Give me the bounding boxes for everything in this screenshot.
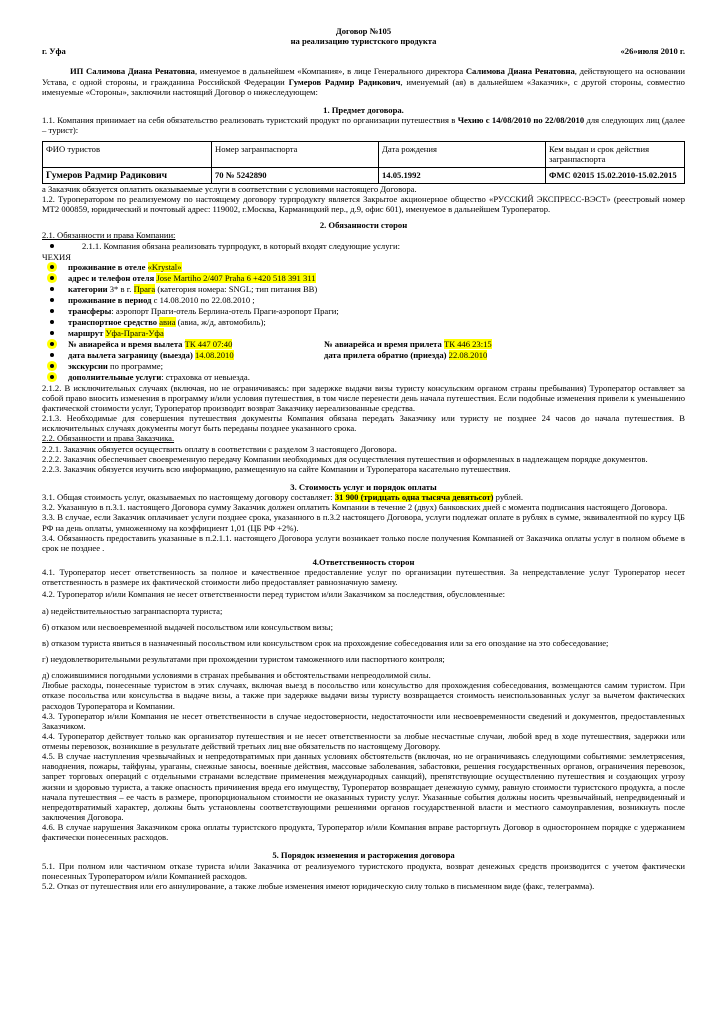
clause-3-2: 3.2. Указанную в п.3.1. настоящего Договора сумму Заказчик должен оплатить Компании в течение 2 (двух) банковских дней с момента подписания настоящего Договора. — [42, 502, 668, 513]
after-table: а Заказчик обязуется оплатить оказываемые услуги в соответствии с условиями настоящего Договора. — [42, 183, 417, 194]
bullet-icon — [50, 276, 54, 280]
contract-title: Договор №105 — [335, 26, 392, 36]
hotel-label: проживание в отеле — [68, 261, 148, 272]
party1: ИП Салимова Диана Ренатовна — [70, 66, 195, 77]
transfers-label: трансферы — [68, 305, 112, 316]
list-item — [50, 339, 685, 350]
dep-date-label: дата вылета заграницу (выезда) — [68, 349, 195, 360]
list-item — [50, 317, 685, 328]
table-row — [43, 167, 685, 183]
clause-4-5: 4.5. В случае наступления чрезвычайных и непредотвратимых при данных условиях обстоятельств (включая, но не ограничиваясь следующими событиями: землетрясения, наводнения, пожары, тайфуны, ураганы, снежные заносы, военные действия, массовые заболевания, забастовки, решения государственных органов, ограничения перевозок, запрет торговых операций с отдельными странами вследствие применения международных санкций), препятствующие осуществлению путешествия и создающих угрозу жизни и здоровью туриста, а также опасность причинения вреда его имуществу, Туроператор возвращает денежную сумму, равную стоимости туристского продукта, а после начала путешествия – ее часть в размере, пропорциональном стоимости не оказанных туристу услуг. Указанные события должны носить чрезвычайный, непредвиденный и непредотвратимый характер, должны быть установлены соответствующими решениями органов государственной власти и местного самоуправления, возникнуть после заключения Договора. — [42, 751, 685, 823]
additional-value: : страховка от невыезда. — [161, 371, 250, 382]
clause-4-1: 4.1. Туроператор несет ответственность за полное и качественное предоставление услуг по организации путешествия. За непредставление услуг Туроператор несет ответственность в размере их фактической стоимости либо предоставляет равнозначную замену. — [42, 567, 685, 588]
period-label: проживание в период — [68, 294, 154, 305]
clause-3-1 — [42, 492, 685, 502]
transfers-value: : аэропорт Праги-отель Берлина-отель Праги-аэропорт Праги; — [111, 305, 339, 316]
arr-date-value: 22.08.2010 — [448, 349, 488, 360]
clause-1-1 — [42, 115, 685, 135]
clause-3-1-text: 3.1. Общая стоимость услуг, оказываемых по настоящему договору составляет: — [42, 492, 335, 503]
section-3-title: 3. Стоимость услуг и порядок оплаты — [290, 481, 437, 492]
section-5-title: 5. Порядок изменения и расторжения договора — [272, 850, 455, 861]
clause-2-2-2: 2.2.2. Заказчик обеспечивает своевременную передачу Компании необходимых для осуществления путешествия и оформленных в надлежащем порядке документов. — [42, 453, 648, 464]
arr-date-label: дата прилета обратно (приезда) — [324, 349, 449, 360]
sub-2-1: 2.1. Обязанности и права Компании: — [42, 230, 176, 241]
th-name: ФИО туристов — [43, 142, 212, 167]
bullet-icon — [50, 244, 54, 248]
excursions-label: экскурсии — [68, 360, 108, 371]
clause-5-2: 5.2. Отказ от путешествия или его аннулирование, а также любые изменения имеют юридическую силу только в письменном виде (факс, телеграмма). — [42, 880, 595, 891]
services-list — [42, 241, 685, 252]
th-passport: Номер загранпаспорта — [212, 142, 379, 167]
bullet-icon — [50, 320, 54, 324]
category-tail: (категория номера: SNGL; тип питания BB) — [155, 283, 318, 294]
clause-2-1-2: 2.1.2. В исключительных случаях (включая, но не ограничиваясь: при задержке выдачи визы туристу консульским органом страны пребывания) Туроператор оставляет за собой право вносить изменения в программу и/или условия путешествия, в том числе перенести день начала путешествия. Если подобные изменения привели к уменьшению фактической стоимости услуг, Туроператор производит возврат Заказчику нереализованные средства. — [42, 382, 685, 413]
client-name: Гумеров Радмир Радикович — [288, 76, 401, 87]
dep-date-value: 14.08.2010 — [194, 349, 234, 360]
intro-text-3: , именуемый (ая) в дальнейшем «Заказчик», с другой стороны, совместно именуемые «Стороны», заключили настоящий Договор о нижеследующем: — [42, 76, 685, 97]
clause-3-4: 3.4. Обязанность предоставить указанные в п.2.1.1. настоящего Договора услуги возникает только после получения Компанией от Заказчика оплаты услуг в полном объеме в срок не позднее . — [42, 532, 685, 553]
section-1-title: 1. Предмет договора. — [323, 104, 404, 115]
clause-2-1-1: 2.1.1. Компания обязана реализовать турпродукт, в который входят следующие услуги: — [82, 240, 401, 251]
list-item — [50, 372, 685, 383]
transport-tail: (авиа, ж/д, автомобиль); — [175, 316, 266, 327]
trip-destination: Чехию с 14/08/2010 по 22/08/2010 — [457, 114, 585, 125]
director-name: Салимова Диана Ренатовна — [465, 66, 575, 77]
flight-out-value: ТК 447 07:40 — [184, 338, 233, 349]
contract-subtitle: на реализацию туристского продукта — [290, 36, 437, 47]
city-date-row — [42, 46, 685, 56]
clause-3-1-tail: рублей. — [493, 492, 524, 503]
td-name: Гумеров Радмир Радикович — [43, 167, 212, 183]
clause-2-1-3: 2.1.3. Необходимые для совершения путешествия документы Компания обязана передать Заказчику или туристу не позднее 24 часов до начала путешествия. В исключительных случаях документы могут быть переданы позднее указанного срока. — [42, 413, 685, 434]
list-item — [50, 241, 685, 252]
intro-paragraph — [42, 66, 685, 96]
bullet-icon — [50, 298, 54, 302]
clause-5-1: 5.1. При полном или частичном отказе туриста и/или Заказчика от реализуемого туристского продукта, возврат денежных средств производится с учетом фактически понесенных Туроператором и/или Компанией расходов. — [42, 860, 685, 881]
bullet-icon — [50, 331, 54, 335]
list-item — [50, 328, 685, 339]
tourists-table — [42, 141, 685, 184]
services-details — [42, 262, 685, 383]
bullet-icon — [50, 375, 54, 379]
bullet-icon — [50, 364, 54, 368]
intro-text-2: , действующего на основании Устава, с одной стороны, и гражданина Российской Федерации — [42, 66, 685, 87]
transport-label: транспортное средство — [68, 316, 160, 327]
list-item — [50, 306, 685, 317]
flight-in-value: ТК 446 23:15 — [443, 338, 492, 349]
th-issued: Кем выдан и срок действия загранпаспорта — [546, 142, 685, 167]
bullet-icon — [50, 353, 54, 357]
address-value: Jose Martiho 2/407 Praha 6 +420 518 391 311 — [156, 272, 316, 283]
transport-value: авиа — [159, 316, 176, 327]
td-passport: 70 № 5242890 — [212, 167, 379, 183]
bullet-icon — [50, 342, 54, 346]
clause-2-2-3: 2.2.3. Заказчик обязуется изучить всю информацию, размещенную на сайте Компании и Туроператора касательно путешествия. — [42, 463, 511, 474]
city: г. Уфа — [42, 46, 66, 57]
bullet-icon — [50, 287, 54, 291]
clause-1-1-tail: для следующих лиц (далее – турист): — [42, 114, 685, 136]
country: ЧЕХИЯ — [42, 251, 71, 262]
list-item — [50, 262, 685, 273]
excursions-value: по программе; — [107, 360, 163, 371]
additional-label: дополнительные услуги — [68, 371, 162, 382]
td-birth: 14.05.1992 — [379, 167, 546, 183]
section-4-title: 4.Ответственность сторон — [312, 556, 415, 567]
list-item — [50, 273, 685, 284]
hotel-value: «Krystal» — [147, 261, 182, 272]
period-value: с 14.08.2010 по 22.08.2010 ; — [153, 294, 255, 305]
intro-text-1: , именуемое в дальнейшем «Компания», в лице Генерального директора — [194, 66, 466, 77]
route-label: маршрут — [68, 327, 106, 338]
clause-4-2: 4.2. Туроператор и/или Компания не несет ответственности перед туристом и/или Заказчиком за последствия, обусловленные: — [42, 589, 506, 600]
clause-4-2-d: д) сложившимися погодными условиями в странах пребывания и обстоятельствами непреодолимой силы. — [42, 670, 431, 681]
sub-2-2: 2.2. Обязанности и права Заказчика. — [42, 433, 175, 444]
total-price: 31 900 (тридцать одна тысяча девятьсот) — [334, 492, 494, 503]
bullet-icon — [50, 309, 54, 313]
table-header-row — [43, 142, 685, 167]
category-label: категории — [68, 283, 110, 294]
bullet-icon — [50, 265, 54, 269]
clause-4-2-g: г) неудовлетворительными результатами при прохождении туристом таможенного или паспортного контроля; — [42, 653, 445, 664]
flight-out-label: № авиарейса и время вылета — [68, 338, 185, 349]
th-birth: Дата рождения — [379, 142, 546, 167]
clause-4-2-a: а) недействительностью загранпаспорта туриста; — [42, 605, 223, 616]
clause-4-2-b: б) отказом или несвоевременной выдачей посольством или консульством визы; — [42, 621, 333, 632]
clause-1-2: 1.2. Туроператором по реализуемому по настоящему договору турпродукту является Закрытое акционерное общество «РУССКИЙ ЭКСПРЕСС-ВЭСТ» (реестровый номер МТ2 000859, юридический и почтовый адрес: 119002, г.Москва, Карманицкий пер., д.9, офис 601), именуемое в дальнейшем Туроператор. — [42, 194, 685, 215]
category-value: 3* в г. — [109, 283, 134, 294]
contract-date: «26»июля 2010 г. — [620, 46, 685, 57]
list-item — [50, 295, 685, 306]
list-item — [50, 361, 685, 372]
address-label: адрес и телефон отеля — [68, 272, 157, 283]
clause-1-1-text: 1.1. Компания принимает на себя обязательство реализовать туристский продукт по организации путешествия в — [42, 114, 458, 125]
flight-in-label: № авиарейса и время прилета — [324, 338, 444, 349]
list-item — [50, 350, 685, 361]
route-value: Уфа-Прага-Уфа — [105, 327, 164, 338]
td-issued: ФМС 02015 15.02.2010-15.02.2015 — [546, 167, 685, 183]
list-item — [50, 284, 685, 295]
clause-4-2-expenses: Любые расходы, понесенные туристом в этих случаях, включая выезд в посольство или консульство для прохождения собеседования, возмещаются самим туристом. При отказе посольства или консульства в выдаче визы, а также при задержке выдачи визы туристу возвращается стоимость неиспользованных услуг за вычетом фактических расходов Туроператора и Компании. — [42, 680, 685, 711]
category-city: Прага — [133, 283, 156, 294]
clause-4-6: 4.6. В случае нарушения Заказчиком срока оплаты туристского продукта, Туроператор и/или Компания вправе расторгнуть Договор в одностороннем порядке с удержанием фактически понесенных расходов. — [42, 822, 685, 843]
clause-4-3: 4.3. Туроператор и/или Компания не несет ответственности в случае недостоверности, недостаточности или несвоевременности сведений и документов, предоставленных Заказчиком. — [42, 710, 685, 731]
section-2-title: 2. Обязанности сторон — [319, 220, 408, 231]
clause-2-2-1: 2.2.1. Заказчик обязуется осуществить оплату в соответствии с разделом 3 настоящего Договора. — [42, 443, 397, 454]
clause-3-3: 3.3. В случае, если Заказчик оплачивает услуги позднее срока, указанного в п.3.2 настоящего Договора, услуги подлежат оплате в рублях в сумме, эквивалентной по курсу ЦБ РФ на день оплаты, умноженному на коэффициент 1,01 (ЦБ РФ +2%). — [42, 512, 685, 533]
clause-4-2-v: в) отказом туриста явиться в назначенный посольством или консульством срок на прохождение собеседования или за его опоздание на это собеседование; — [42, 637, 609, 648]
clause-4-4: 4.4. Туроператор действует только как организатор путешествия и не несет ответственности за любые несчастные случаи, любой вред в ходе путешествия, задержки или отмены перевозок, возникшие в результате действий третьих лиц вне обязательств по настоящему Договору. — [42, 730, 685, 752]
